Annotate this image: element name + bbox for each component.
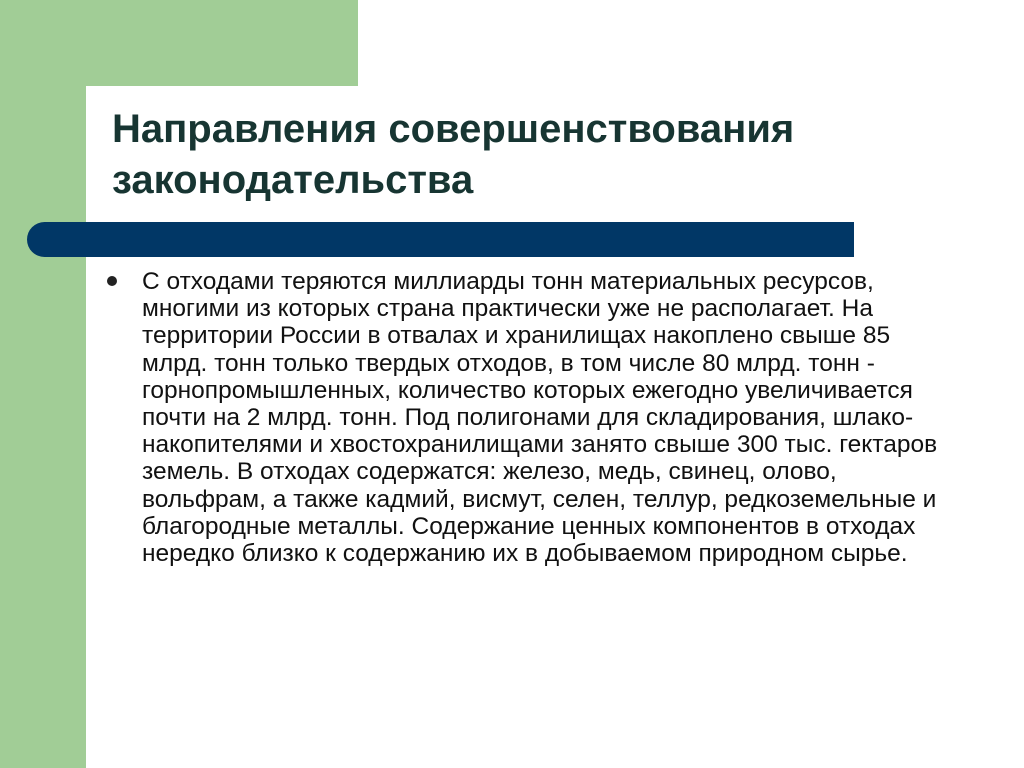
slide-title: Направления совершенствования законодательства — [112, 107, 795, 202]
bullet-item — [104, 268, 954, 567]
bullet-dot-icon — [107, 276, 117, 286]
title-underline-bar — [27, 222, 854, 257]
green-top-band — [0, 0, 358, 86]
bullet-list — [104, 268, 954, 567]
green-side-band — [0, 0, 86, 768]
bullet-text: С отходами теряются миллиарды тонн материальных ресурсов, многими из которых страна практически уже не располагает. На территории России в отвалах и хранилищах накоплено свыше 85 млрд. тонн только твердых отходов, в том числе 80 млрд. тонн - горнопромышленных, количество которых ежегодно увеличивается почти на 2 млрд. тонн. Под полигонами для складирования, шлако-накопителями и хвостохранилищами занято свыше 300 тыс. гектаров земель. В отходах содержатся: железо, медь, свинец, олово, вольфрам, а также кадмий, висмут, селен, теллур, редкоземельные и благородные металлы. Содержание ценных компонентов в отходах нередко близко к содержанию их в добываемом природном сырье. — [142, 268, 938, 568]
